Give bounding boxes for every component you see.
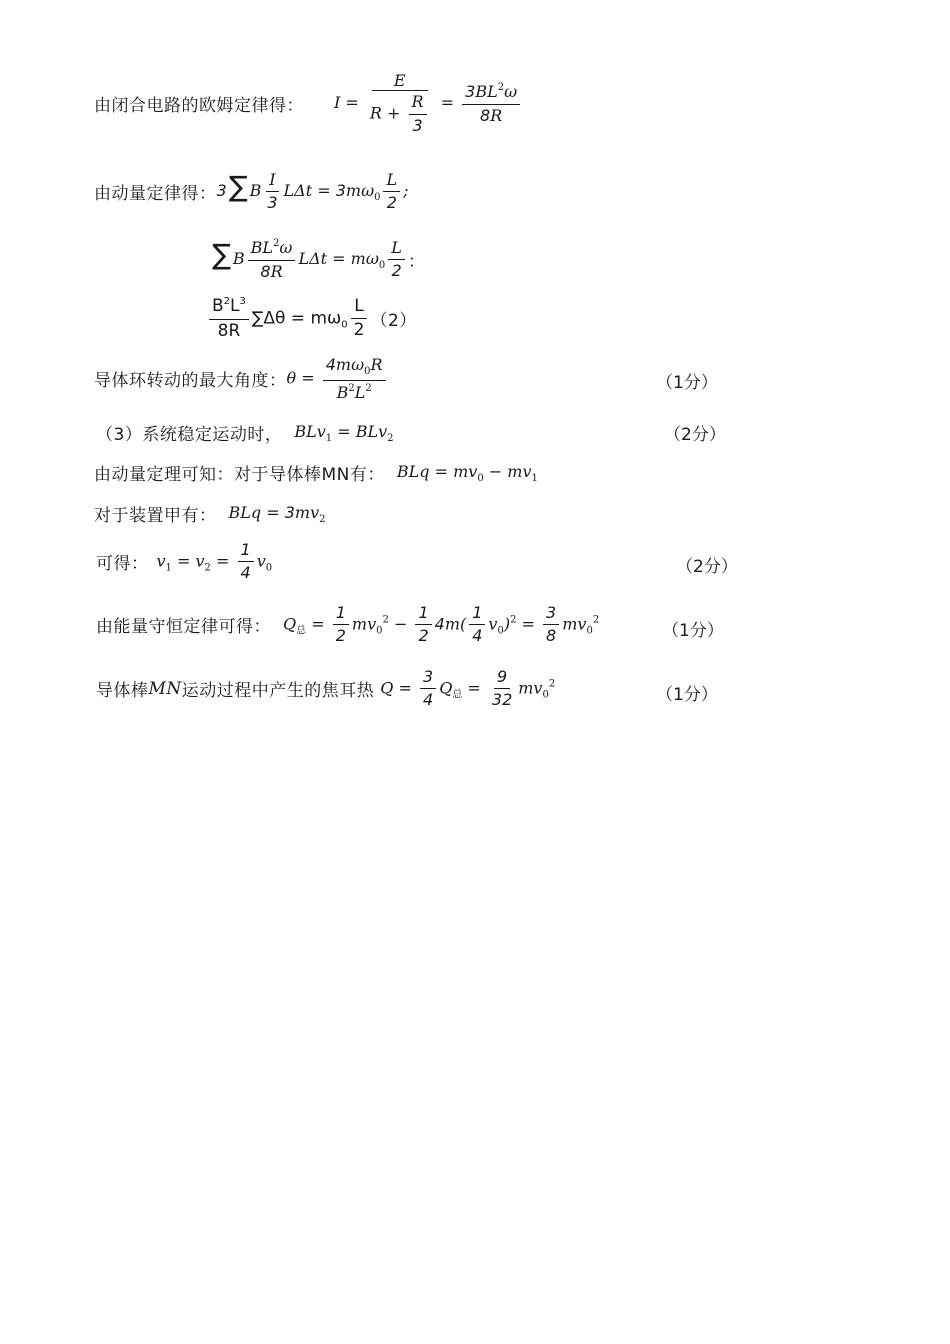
score: （1分） (656, 685, 718, 705)
energy-formula: $Q_总$ = $\frac{1}{2}$ $mv_0^2$ − $\frac{1}{2}$ 4m( $\frac{1}{4}$ $v_0)^2$ = $\frac{3}{8}$ $mv_0^2$ (283, 603, 600, 646)
device-momentum-label: 对于装置甲有： (94, 506, 217, 526)
steady-state-label: （3）系统稳定运动时， (96, 425, 283, 445)
device-momentum-formula: BLq = $3mv_2$ (228, 502, 326, 525)
energy-line (96, 604, 599, 646)
joule-heat-formula: Q = $\frac{3}{4}$ $Q_总$ = $\frac{9}{32}$ $mv_0^2$ (380, 667, 556, 710)
score: （1分） (656, 373, 718, 393)
angle-sum-line (206, 296, 417, 341)
ohms-law-label: 由闭合电路的欧姆定律得： (94, 96, 304, 117)
velocity-result-label: 可得： (96, 554, 149, 575)
velocity-result-line (96, 541, 272, 583)
colon: ： (407, 251, 426, 272)
score: （1分） (662, 621, 724, 641)
momentum-sum-line (210, 238, 425, 281)
rod-momentum-label: 由动量定理可知：对于导体棒MN有： (94, 465, 385, 485)
steady-state-line (96, 420, 394, 445)
score: （2分） (676, 557, 738, 577)
joule-heat-label-mn: MN (148, 678, 182, 699)
momentum-law-label: 由动量定律得： (94, 183, 217, 204)
rod-momentum-line (94, 460, 538, 485)
energy-label: 由能量守恒定律可得： (96, 617, 271, 638)
steady-state-formula: BLv$_1$ = BLv$_2$ (294, 421, 394, 444)
joule-heat-line (96, 668, 555, 710)
velocity-result-formula: $v_1 = v_2$ = $\frac{1}{4}$ $v_0$ (156, 540, 273, 583)
max-angle-label: 导体环转动的最大角度： (94, 371, 287, 392)
ohms-law-formula: I = E R + $\frac{R}{3}$ = $\frac{3BL^2\omega}{8R}$ (334, 72, 523, 135)
ohms-law-line (94, 72, 523, 135)
score: （2分） (664, 425, 726, 445)
joule-heat-label-b: 运动过程中产生的焦耳热 (181, 681, 375, 702)
momentum-law-formula: 3∑ B $\frac{I}{3}$ $L\Delta t = 3m\omega_0$ $\frac{L}{2}$ ; (216, 169, 409, 212)
max-angle-formula: θ = $\frac{4m\omega_0R}{B^2L^2}$ (287, 356, 389, 402)
angle-sum-formula: $\frac{B^2L^3}{8R}$ $\sum\Delta\theta = m\omega_0$ $\frac{L}{2}$ (206, 296, 370, 341)
equation-tag: （2） (370, 311, 417, 332)
rod-momentum-formula: BLq = $mv_0 - mv_1$ (396, 461, 538, 484)
momentum-sum-formula: ∑ B $\frac{BL^2\omega}{8R}$ $L\Delta t = m\omega_0$ $\frac{L}{2}$ (210, 238, 408, 281)
momentum-law-line (94, 170, 409, 212)
device-momentum-line (94, 501, 325, 526)
max-angle-line (94, 356, 389, 402)
joule-heat-label-a: 导体棒 (96, 681, 149, 702)
